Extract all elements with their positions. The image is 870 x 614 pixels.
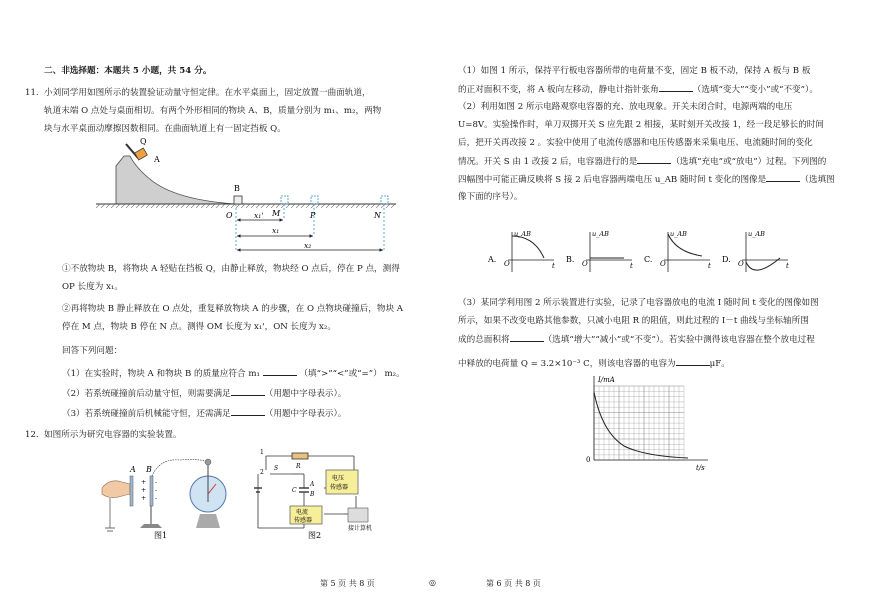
r-p3-line-3: 成的总面积将 （选填“增大”“减小”或“不变”）。若实验中测得该电容器在整个放电过程 [458, 332, 815, 347]
svg-text:+: + [141, 487, 147, 494]
answer-blank-8[interactable] [676, 356, 710, 366]
q11-line-3: 块与水平桌面动摩擦因数相同。在曲面轨道上有一固定挡板 Q。 [44, 124, 286, 134]
fig2-label-A: A [310, 481, 315, 488]
q11-step2-b: 停在 M 点，物块 B 停在 N 点。测得 OM 长度为 x₁'，ON 长度为 x₂。 [62, 322, 336, 332]
r-p3-line-1: （3）某同学利用图 2 所示装置进行实验，记录了电容器放电的电流 I 随时间 t 变化的图像如图 [458, 298, 819, 308]
option-3-origin: O [660, 260, 666, 268]
figure-2-circuit [244, 448, 394, 540]
label-M: M [272, 209, 281, 218]
grid-origin: 0 [586, 456, 591, 464]
label-x1: x₁ [272, 226, 280, 235]
label-x2: x₂ [304, 241, 312, 250]
r-p2-line-6: 像下面的序号）。 [458, 192, 523, 202]
r-p2-line-5: 四幅图中可能正确反映将 S 接 2 后电容器两端电压 u_AB 随时间 t 变化的图像是 （选填图 [458, 172, 835, 187]
answer-blank-3[interactable] [231, 406, 265, 416]
q12-line-1: 如图所示为研究电容器的实验装置。 [44, 430, 182, 440]
fig2-label-C: C [292, 487, 297, 494]
q11-answer-intro: 回答下列问题： [62, 346, 123, 356]
option-graphs [488, 228, 828, 278]
q11-step1-a: ①不放物块 B，将物块 A 轻贴在挡板 Q，由静止释放，物块经 O 点后，停在 P 点，测得 [62, 264, 400, 274]
option-2-t-label: t [630, 262, 633, 270]
r-p2-line-1: （2）利用如图 2 所示电路观察电容器的充、放电现象。开关未闭合时，电源两端的电压 [458, 102, 793, 112]
r-p1-line-1: （1）如图 1 所示，保持平行板电容器所带的电荷量不变，固定 B 板不动，保持 A 板与 B 板 [458, 66, 811, 76]
answer-blank-7[interactable] [510, 332, 544, 342]
label-Q: Q [140, 138, 147, 146]
answer-blank-2[interactable] [231, 386, 265, 396]
r-p3-line-2: 所示，如果不改变电路其他参数，只减小电阻 R 的阻值，则此过程的 I－t 曲线与坐标轴所围 [458, 316, 809, 326]
option-4-label: D. [722, 255, 731, 264]
svg-text:-: - [155, 495, 158, 502]
option-4-t-label: t [786, 262, 789, 270]
r-p3-line-4: 中释放的电荷量 Q = 3.2×10⁻³ C，则该电容器的电容为 μF。 [458, 356, 730, 371]
volt-sensor-l1: 电压 [332, 475, 345, 482]
option-3-y-label: u_AB [670, 230, 687, 238]
option-1-curve [512, 236, 544, 258]
fig2-caption: 图2 [308, 531, 322, 540]
q11-part-1: （1）在实验时，物块 A 和物块 B 的质量应符合 m₁ （填“>”“<”或“=”） m₂。 [62, 366, 405, 381]
label-O: O [226, 211, 233, 220]
answer-blank-6[interactable] [766, 172, 800, 182]
label-P: P [310, 211, 316, 220]
computer-label: 接计算机 [348, 525, 373, 532]
fig1-caption: 图1 [154, 531, 168, 540]
q11-part-2: （2）若系统碰撞前后动量守恒，则需要满足 （用题中字母表示）。 [62, 386, 346, 401]
fig2-label-B: B [310, 491, 315, 498]
fig2-label-2: 2 [260, 469, 264, 476]
svg-text:-: - [155, 487, 158, 494]
label-N: N [374, 211, 381, 220]
option-2-label: B. [566, 255, 575, 264]
svg-text:-: - [155, 479, 158, 486]
option-3-t-label: t [708, 262, 711, 270]
r-p2-line-4: 情况。开关 S 由 1 改接 2 后，电容器进行的是 （选填“充电”或“放电”）过程。下列图的 [458, 154, 826, 169]
curr-sensor-l2: 传感器 [294, 517, 313, 524]
q11-line-1: 小刘同学用如图所示的装置验证动量守恒定律。在水平桌面上，固定放置一曲面轨道， [44, 88, 371, 98]
answer-blank-4[interactable] [659, 82, 693, 92]
option-1-origin: O [504, 260, 510, 268]
footer-left-page: 第 5 页 共 8 页 [320, 579, 375, 588]
label-B: B [234, 184, 240, 193]
volt-sensor-l2: 传感器 [330, 484, 349, 491]
section-heading: 二、非选择题：本题共 5 小题，共 54 分。 [44, 66, 212, 76]
footer-center-mark: ◎ [429, 578, 436, 587]
option-3-label: C. [644, 255, 653, 264]
fig1-label-B: B [146, 465, 152, 474]
answer-blank-1[interactable] [263, 366, 297, 376]
option-4-y-label: u_AB [748, 230, 765, 238]
fig2-label-1: 1 [260, 449, 264, 456]
grid-y-label: I/mA [598, 376, 615, 384]
fig2-label-S: S [274, 465, 279, 472]
figure-1-electrometer [100, 448, 230, 540]
question-11-number: 11. [25, 88, 39, 98]
fig2-label-R: R [296, 463, 301, 470]
svg-text:+: + [141, 495, 147, 502]
fig1-label-A: A [130, 465, 136, 474]
option-2-y-label: u_AB [592, 230, 609, 238]
option-4-origin: O [738, 260, 744, 268]
grid-x-label: t/s [696, 464, 705, 472]
option-1-t-label: t [552, 262, 555, 270]
q11-part-3: （3）若系统碰撞前后机械能守恒，还需满足 （用题中字母表示）。 [62, 406, 346, 421]
option-1-label: A. [488, 255, 497, 264]
option-1-y-label: u_AB [514, 230, 531, 238]
r-p1-line-2: 的正对面积不变，将 A 板向左移动，静电计指针张角 （选填“变大”“变小”或“不变”）。 [458, 82, 818, 97]
question-12-number: 12. [25, 430, 39, 440]
svg-text:+: + [141, 479, 147, 486]
answer-blank-5[interactable] [637, 154, 671, 164]
curr-sensor-l1: 电流 [296, 509, 309, 516]
label-x1-prime: x₁' [254, 211, 264, 220]
r-p2-line-3: 后，把开关再改接 2 。实验中使用了电流传感器和电压传感器来采集电压、电流随时间的变化 [458, 138, 813, 148]
q11-track-figure [96, 138, 396, 256]
discharge-grid-graph [584, 372, 714, 472]
footer-right-page: 第 6 页 共 8 页 [486, 579, 541, 588]
q11-line-2: 轨道末端 O 点处与桌面相切。有两个外形相同的物块 A、B，质量分别为 m₁、m₂，两物 [44, 106, 382, 116]
label-A: A [154, 155, 160, 164]
option-2-origin: O [582, 260, 588, 268]
q11-step1-b: OP 长度为 x₁。 [62, 282, 123, 292]
r-p2-line-2: U=8V。实验操作时，单刀双掷开关 S 应先跟 2 相接，某时刻开关改接 1，经一段足够长的时间 [458, 120, 824, 130]
q11-step2-a: ②再将物块 B 静止释放在 O 点处，重复释放物块 A 的步骤，在 O 点物块碰撞后，物块 A [62, 304, 403, 314]
